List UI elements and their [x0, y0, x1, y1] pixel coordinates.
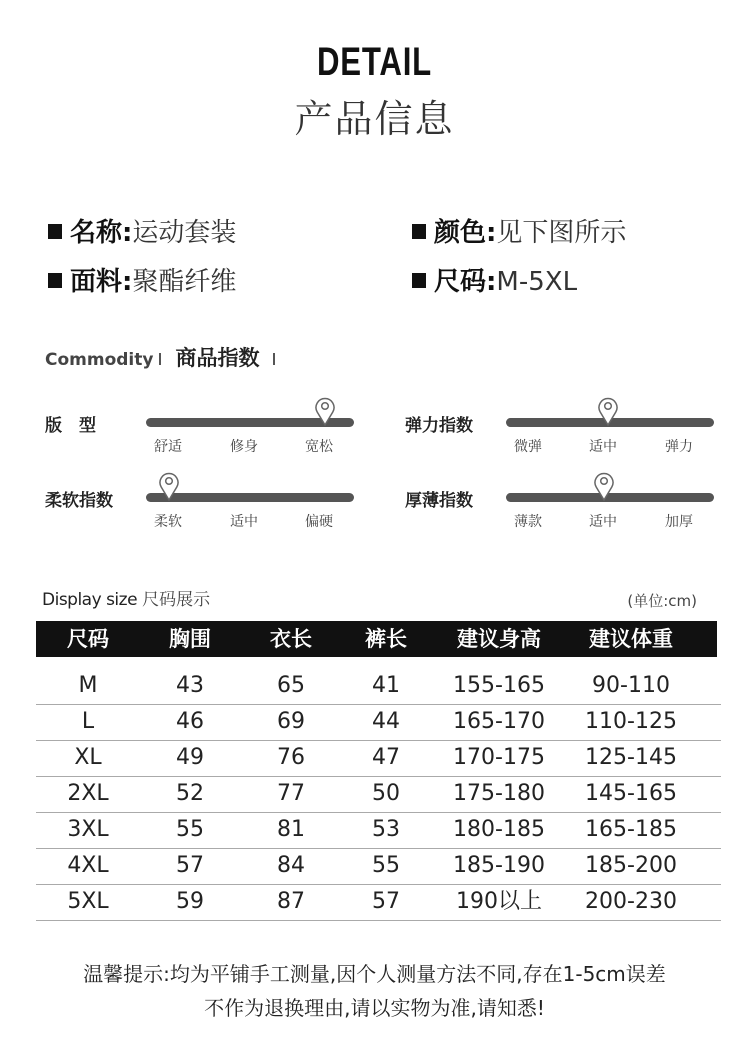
table-cell: XL: [74, 745, 102, 770]
index-tick-label: 微弹: [514, 439, 542, 455]
table-row: [36, 704, 721, 740]
table-cell: M: [78, 673, 98, 698]
index-tick-label: 宽松: [305, 439, 333, 455]
divider: [159, 353, 161, 365]
table-header-cell: 尺码: [67, 627, 109, 651]
info-label: 面料:: [70, 267, 133, 297]
info-value: 运动套装: [132, 218, 237, 248]
table-header-cell: 建议身高: [457, 627, 541, 651]
table-cell: 145-165: [585, 781, 677, 806]
square-bullet-icon: [48, 273, 62, 288]
note-line-1: 温馨提示:均为平铺手工测量,因个人测量方法不同,存在1-5cm误差: [83, 962, 666, 986]
table-row: [36, 776, 721, 812]
index-tick-label: 加厚: [665, 514, 693, 530]
table-row: [36, 884, 721, 920]
table-row: [36, 668, 721, 704]
index-label: 柔软指数: [45, 491, 113, 511]
table-row: [36, 812, 721, 848]
table-cell: 5XL: [67, 889, 109, 914]
table-cell: 52: [176, 781, 204, 806]
table-cell: 81: [277, 817, 305, 842]
table-cell: 76: [277, 745, 305, 770]
info-fabric: [48, 261, 236, 298]
info-color: [412, 212, 626, 249]
table-cell: 44: [372, 709, 400, 734]
table-cell: 84: [277, 853, 305, 878]
table-header-cell: 建议体重: [589, 627, 673, 651]
table-cell: 41: [372, 673, 400, 698]
title-en: DETAIL: [316, 40, 433, 84]
table-cell: 69: [277, 709, 305, 734]
note-line-2: 不作为退换理由,请以实物为准,请知悉!: [204, 996, 545, 1020]
table-cell: 200-230: [585, 889, 677, 914]
index-tick-label: 适中: [589, 514, 617, 530]
table-cell: 57: [176, 853, 204, 878]
info-size: [412, 261, 577, 298]
table-cell: 50: [372, 781, 400, 806]
info-label: 尺码:: [434, 267, 497, 297]
commodity-en: Commodity: [45, 350, 154, 370]
table-cell: 165-170: [453, 709, 545, 734]
table-header-cell: 胸围: [169, 627, 211, 651]
table-cell: 59: [176, 889, 204, 914]
commodity-cn: 商品指数: [175, 346, 260, 370]
index-tick-label: 柔软: [154, 514, 182, 530]
table-row: [36, 848, 721, 884]
table-cell: 185-200: [585, 853, 677, 878]
table-cell: 55: [176, 817, 204, 842]
table-cell: 185-190: [453, 853, 545, 878]
info-name: [48, 212, 236, 249]
table-cell: L: [81, 709, 95, 734]
info-label: 名称:: [70, 218, 133, 248]
location-pin-icon: [158, 471, 180, 501]
index-tick-label: 修身: [230, 439, 258, 455]
table-cell: 90-110: [592, 673, 670, 698]
divider: [273, 353, 275, 365]
display-size-heading: [42, 585, 210, 610]
display-cn: 尺码展示: [142, 590, 211, 610]
table-cell: 155-165: [453, 673, 545, 698]
location-pin-icon: [593, 471, 615, 501]
table-cell: 170-175: [453, 745, 545, 770]
location-pin-icon: [314, 396, 336, 426]
title-cn: 产品信息: [294, 97, 455, 141]
table-cell: 4XL: [67, 853, 109, 878]
location-pin-icon: [597, 396, 619, 426]
table-cell: 3XL: [67, 817, 109, 842]
table-cell: 43: [176, 673, 204, 698]
square-bullet-icon: [412, 273, 426, 288]
table-cell: 77: [277, 781, 305, 806]
index-tick-label: 弹力: [665, 439, 693, 455]
index-label: 厚薄指数: [405, 491, 473, 511]
table-cell: 165-185: [585, 817, 677, 842]
index-label: 版 型: [45, 416, 96, 436]
size-table-header: [36, 621, 717, 657]
table-cell: 46: [176, 709, 204, 734]
table-cell: 125-145: [585, 745, 677, 770]
table-cell: 47: [372, 745, 400, 770]
info-value: 聚酯纤维: [132, 267, 237, 297]
table-header-cell: 裤长: [365, 627, 407, 651]
table-cell: 110-125: [585, 709, 677, 734]
info-label: 颜色:: [434, 218, 497, 248]
index-label: 弹力指数: [405, 416, 473, 436]
square-bullet-icon: [412, 224, 426, 239]
table-cell: 180-185: [453, 817, 545, 842]
commodity-heading: [45, 342, 275, 372]
table-cell: 190以上: [456, 889, 542, 914]
index-tick-label: 偏硬: [305, 514, 333, 530]
table-cell: 57: [372, 889, 400, 914]
info-value: M-5XL: [496, 267, 578, 297]
table-cell: 65: [277, 673, 305, 698]
info-value: 见下图所示: [496, 218, 627, 248]
display-en: Display size: [42, 590, 138, 610]
table-cell: 2XL: [67, 781, 109, 806]
table-cell: 53: [372, 817, 400, 842]
unit-label: (单位:cm): [627, 592, 697, 610]
table-cell: 49: [176, 745, 204, 770]
square-bullet-icon: [48, 224, 62, 239]
index-tick-label: 适中: [589, 439, 617, 455]
index-tick-label: 舒适: [154, 439, 182, 455]
table-row: [36, 740, 721, 776]
index-tick-label: 薄款: [514, 514, 542, 530]
table-cell: 87: [277, 889, 305, 914]
row-divider: [36, 920, 721, 921]
index-tick-label: 适中: [230, 514, 258, 530]
table-header-cell: 衣长: [270, 627, 312, 651]
table-cell: 175-180: [453, 781, 545, 806]
table-cell: 55: [372, 853, 400, 878]
